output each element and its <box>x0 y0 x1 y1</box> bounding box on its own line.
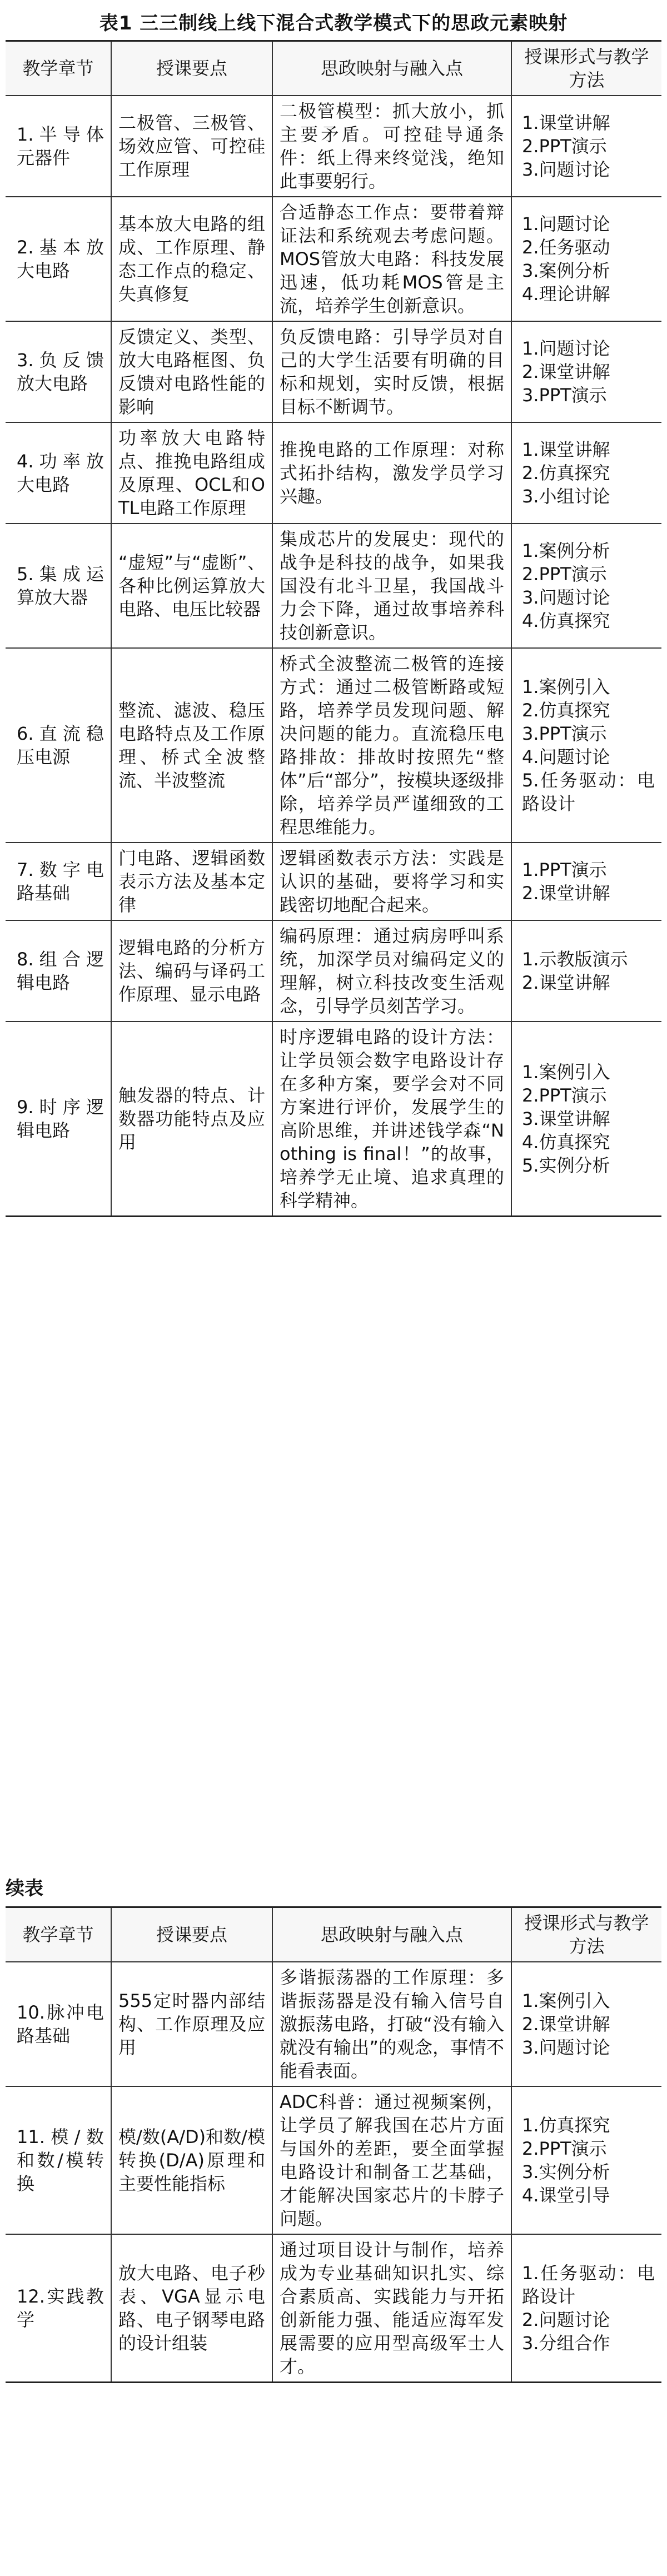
header-ideology: 思政映射与融入点 <box>272 41 511 96</box>
header-ideology: 思政映射与融入点 <box>272 1907 511 1962</box>
table-row <box>6 2086 661 2234</box>
chapter-cell: 6.直流稳压电源 <box>6 648 111 843</box>
ideology-cell: 二极管模型：抓大放小，抓主要矛盾。可控硅导通条件：纸上得来终觉浅，绝知此事要躬行。 <box>272 96 511 197</box>
points-cell: 触发器的特点、计数器功能特点及应用 <box>111 1022 272 1217</box>
method-item: 2.PPT演示 <box>522 136 607 157</box>
header-methods: 授课形式与教学方法 <box>511 41 661 96</box>
chapter-cell: 12.实践教学 <box>6 2234 111 2383</box>
points-cell: 整流、滤波、稳压电路特点及工作原理、桥式全波整流、半波整流 <box>111 648 272 843</box>
method-item: 2.问题讨论 <box>522 2309 610 2330</box>
points-cell: 逻辑电路的分析方法、编码与译码工作原理、显示电路 <box>111 920 272 1022</box>
ideology-mapping-table <box>6 40 661 1217</box>
ideology-cell: 通过项目设计与制作，培养成为专业基础知识扎实、综合素质高、实践能力与开拓创新能力强、能适应海军发展需要的应用型高级军士人才。 <box>272 2234 511 2383</box>
method-item: 1.案例引入 <box>522 1062 610 1083</box>
methods-cell <box>511 843 661 920</box>
method-item: 3.小组讨论 <box>522 486 610 507</box>
chapter-cell: 10.脉冲电路基础 <box>6 1962 111 2086</box>
method-item: 3.实例分析 <box>522 2161 610 2183</box>
chapter-cell: 3.负反馈放大电路 <box>6 321 111 422</box>
methods-cell <box>511 1022 661 1217</box>
points-cell: 二极管、三极管、场效应管、可控硅工作原理 <box>111 96 272 197</box>
chapter-cell: 5.集成运算放大器 <box>6 524 111 648</box>
ideology-cell: 集成芯片的发展史：现代的战争是科技的战争，如果我国没有北斗卫星，我国战斗力会下降，通过故事培养科技创新意识。 <box>272 524 511 648</box>
method-item: 1.问题讨论 <box>522 213 610 235</box>
ideology-cell: ADC科普：通过视频案例，让学员了解我国在芯片方面与国外的差距，要全面掌握电路设计和制备工艺基础，才能解决国家芯片的卡脖子问题。 <box>272 2086 511 2234</box>
method-item: 2.课堂讲解 <box>522 361 610 382</box>
method-item: 3.案例分析 <box>522 260 610 281</box>
method-item: 1.案例引入 <box>522 1990 610 2011</box>
table-row <box>6 321 661 422</box>
chapter-cell: 2.基本放大电路 <box>6 197 111 321</box>
ideology-cell: 编码原理：通过病房呼叫系统，加深学员对编码定义的理解，树立科技改变生活观念，引导学员刻苦学习。 <box>272 920 511 1022</box>
table-row <box>6 422 661 524</box>
chapter-cell: 8.组合逻辑电路 <box>6 920 111 1022</box>
table-row <box>6 197 661 321</box>
table-row <box>6 843 661 920</box>
method-item: 4.仿真探究 <box>522 1132 610 1153</box>
method-item: 1.PPT演示 <box>522 859 607 880</box>
methods-cell <box>511 2086 661 2234</box>
methods-cell <box>511 648 661 843</box>
methods-cell <box>511 96 661 197</box>
header-methods: 授课形式与教学方法 <box>511 1907 661 1962</box>
chapter-cell: 9.时序逻辑电路 <box>6 1022 111 1217</box>
points-cell: 功率放大电路特点、推挽电路组成及原理、OCL和OTL电路工作原理 <box>111 422 272 524</box>
method-item: 1.案例引入 <box>522 676 610 697</box>
method-item: 2.PPT演示 <box>522 1085 607 1106</box>
points-cell: 基本放大电路的组成、工作原理、静态工作点的稳定、失真修复 <box>111 197 272 321</box>
table-row <box>6 524 661 648</box>
method-item: 5.实例分析 <box>522 1155 610 1176</box>
chapter-cell: 7.数字电路基础 <box>6 843 111 920</box>
method-item: 2.课堂讲解 <box>522 972 610 993</box>
method-item: 5.任务驱动：电路设计 <box>522 770 655 814</box>
chapter-cell: 11.模/数和数/模转换 <box>6 2086 111 2234</box>
chapter-cell: 4.功率放大电路 <box>6 422 111 524</box>
method-item: 1.案例分析 <box>522 540 610 561</box>
method-item: 1.课堂讲解 <box>522 439 610 460</box>
method-item: 3.问题讨论 <box>522 2037 610 2058</box>
method-item: 2.仿真探究 <box>522 700 610 721</box>
method-item: 3.课堂讲解 <box>522 1108 610 1129</box>
method-item: 4.问题讨论 <box>522 746 610 768</box>
methods-cell <box>511 524 661 648</box>
method-item: 4.课堂引导 <box>522 2185 610 2206</box>
method-item: 2.PPT演示 <box>522 2138 607 2159</box>
method-item: 1.课堂讲解 <box>522 112 610 133</box>
ideology-cell: 时序逻辑电路的设计方法：让学员领会数字电路设计存在多种方案，要学会对不同方案进行评价，发展学生的高阶思维，并讲述钱学森“Nothing is final！”的故事，培养学无止境、追求真理的科学精神。 <box>272 1022 511 1217</box>
method-item: 3.问题讨论 <box>522 159 610 180</box>
table-row <box>6 96 661 197</box>
table-row <box>6 1022 661 1217</box>
points-cell: 放大电路、电子秒表、VGA显示电路、电子钢琴电路的设计组装 <box>111 2234 272 2383</box>
continued-label: 续表 <box>6 1877 43 1900</box>
points-cell: 555定时器内部结构、工作原理及应用 <box>111 1962 272 2086</box>
method-item: 2.仿真探究 <box>522 462 610 484</box>
method-item: 2.课堂讲解 <box>522 883 610 904</box>
methods-cell <box>511 1962 661 2086</box>
header-chapter: 教学章节 <box>6 41 111 96</box>
table-header-row <box>6 41 661 96</box>
method-item: 2.PPT演示 <box>522 564 607 585</box>
methods-cell <box>511 920 661 1022</box>
methods-cell <box>511 321 661 422</box>
ideology-cell: 推挽电路的工作原理：对称式拓扑结构，激发学员学习兴趣。 <box>272 422 511 524</box>
method-item: 3.问题讨论 <box>522 587 610 608</box>
methods-cell <box>511 422 661 524</box>
method-item: 1.任务驱动：电路设计 <box>522 2263 655 2307</box>
points-cell: “虚短”与“虚断”、各种比例运算放大电路、电压比较器 <box>111 524 272 648</box>
chapter-cell: 1.半导体元器件 <box>6 96 111 197</box>
method-item: 2.课堂讲解 <box>522 2014 610 2035</box>
method-item: 1.仿真探究 <box>522 2115 610 2136</box>
method-item: 3.PPT演示 <box>522 385 607 406</box>
ideology-mapping-table-continued <box>6 1906 661 2383</box>
ideology-cell: 多谐振荡器的工作原理：多谐振荡器是没有输入信号自激振荡电路，打破“没有输入就没有输出”的观念，事情不能看表面。 <box>272 1962 511 2086</box>
table-header-row <box>6 1907 661 1962</box>
method-item: 1.示教版演示 <box>522 949 628 970</box>
method-item: 1.问题讨论 <box>522 338 610 359</box>
table-caption: 表1 三三制线上线下混合式教学模式下的思政元素映射 <box>99 12 568 34</box>
header-points: 授课要点 <box>111 41 272 96</box>
ideology-cell: 桥式全波整流二极管的连接方式：通过二极管断路或短路，培养学员发现问题、解决问题的能力。直流稳压电路排故：排故时按照先“整体”后“部分”，按模块逐级排除，培养学员严谨细致的工程思维能力。 <box>272 648 511 843</box>
method-item: 3.PPT演示 <box>522 723 607 744</box>
table-row <box>6 2234 661 2383</box>
table-row <box>6 648 661 843</box>
method-item: 4.理论讲解 <box>522 283 610 305</box>
points-cell: 模/数(A/D)和数/模转换(D/A)原理和主要性能指标 <box>111 2086 272 2234</box>
header-points: 授课要点 <box>111 1907 272 1962</box>
ideology-cell: 合适静态工作点：要带着辩证法和系统观去考虑问题。MOS管放大电路：科技发展迅速，低功耗MOS管是主流，培养学生创新意识。 <box>272 197 511 321</box>
ideology-cell: 逻辑函数表示方法：实践是认识的基础，要将学习和实践密切地配合起来。 <box>272 843 511 920</box>
header-chapter: 教学章节 <box>6 1907 111 1962</box>
ideology-cell: 负反馈电路：引导学员对自己的大学生活要有明确的目标和规划，实时反馈，根据目标不断调节。 <box>272 321 511 422</box>
table-row <box>6 1962 661 2086</box>
method-item: 3.分组合作 <box>522 2333 610 2354</box>
method-item: 2.任务驱动 <box>522 237 610 258</box>
methods-cell <box>511 197 661 321</box>
points-cell: 门电路、逻辑函数表示方法及基本定律 <box>111 843 272 920</box>
method-item: 4.仿真探究 <box>522 610 610 631</box>
points-cell: 反馈定义、类型、放大电路框图、负反馈对电路性能的影响 <box>111 321 272 422</box>
methods-cell <box>511 2234 661 2383</box>
table-row <box>6 920 661 1022</box>
